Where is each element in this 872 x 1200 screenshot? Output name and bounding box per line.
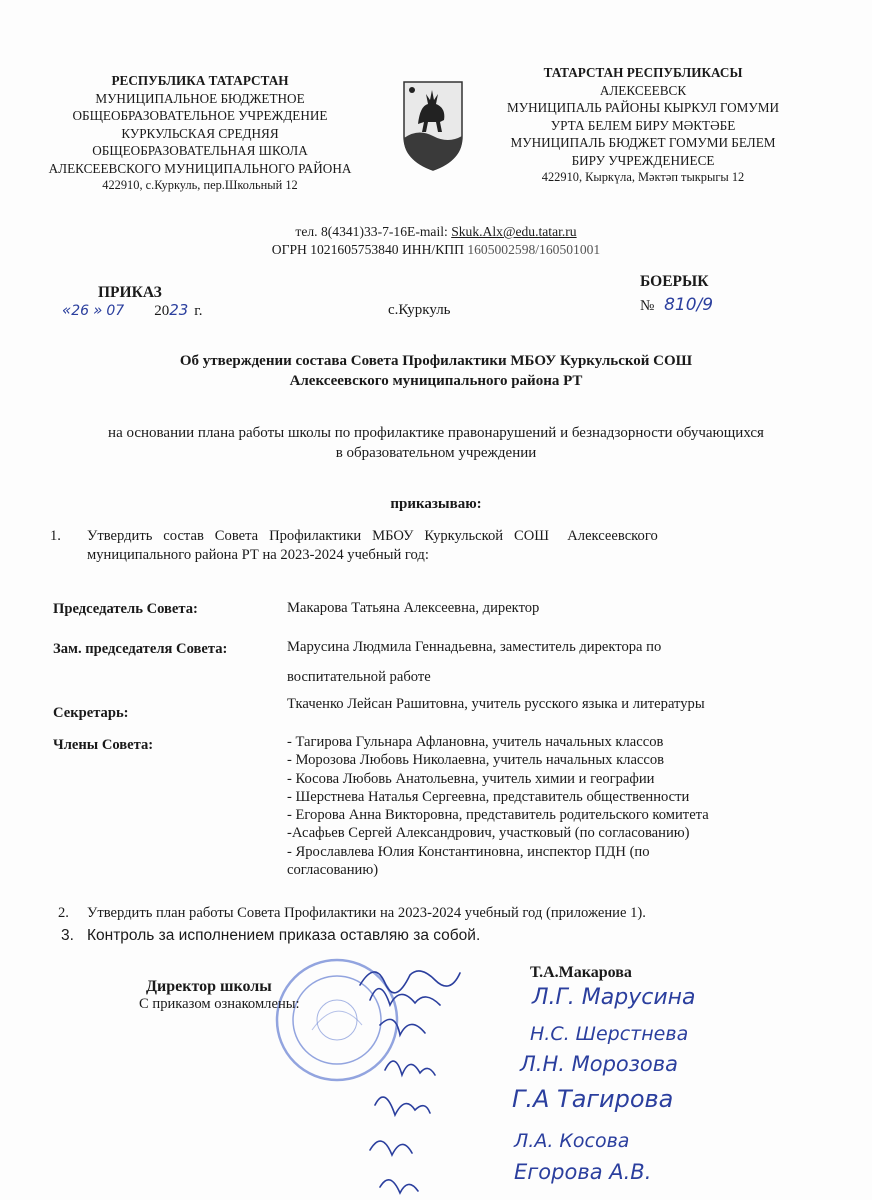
deputy-label: Зам. председателя Совета: — [53, 641, 228, 657]
header-right-line: МУНИЦИПАЛЬ РАЙОНЫ КЫРКУЛ ГОМУМИ — [507, 100, 779, 115]
date-close-quote: » — [93, 301, 103, 319]
chair-label: Председатель Совета: — [53, 601, 198, 617]
order-place: с.Куркуль — [388, 302, 451, 318]
item-1-line-2: муниципального района РТ на 2023-2024 учебный год: — [87, 547, 429, 563]
item-1-line-1: Утвердить состав Совета Профилактики МБОУ Куркульской СОШ Алексеевского — [87, 528, 658, 544]
title-line: Об утверждении состава Совета Профилактики МБОУ Куркульской СОШ — [179, 353, 693, 369]
member-item: -Асафьев Сергей Александрович, участковый (по согласованию) — [287, 825, 690, 842]
item-3-number: 3. — [61, 927, 74, 944]
deputy-value-1: Марусина Людмила Геннадьевна, заместитель директора по — [287, 639, 662, 655]
inn-kpp-text: 1605002598/160501001 — [467, 242, 601, 257]
date-tail: г. — [194, 303, 203, 319]
number-value: 810/9 — [664, 295, 714, 315]
order-number — [640, 295, 713, 315]
header-left-line: ОБЩЕОБРАЗОВАТЕЛЬНОЕ УЧРЕЖДЕНИЕ — [72, 108, 328, 123]
members-label: Члены Совета: — [53, 737, 154, 753]
header-left-line: МУНИЦИПАЛЬНОЕ БЮДЖЕТНОЕ — [95, 90, 305, 106]
header-right-line: БИРУ УЧРЕЖДЕНИЕСЕ — [571, 152, 715, 168]
date-open-quote: « — [62, 301, 72, 319]
handwritten-signature: Н.С. Шерстнева — [530, 1023, 689, 1045]
header-right-line: АЛЕКСЕЕВСК — [599, 82, 687, 98]
header-left-line: КУРКУЛЬСКАЯ СРЕДНЯЯ — [121, 125, 279, 141]
date-year-suffix: 23 — [169, 301, 189, 319]
item-1-number: 1. — [50, 528, 61, 544]
member-item: - Косова Любовь Анатольевна, учитель химии и географии — [287, 770, 655, 787]
header-right-line: МУНИЦИПАЛЬ БЮДЖЕТ ГОМУМИ БЕЛЕМ — [510, 135, 776, 150]
date-day: 26 — [71, 303, 90, 319]
date-year-prefix: 20 — [154, 303, 170, 319]
handwritten-signature: Г.А Тагирова — [512, 1085, 674, 1113]
member-item: - Егорова Анна Викторовна, представитель родительского комитета — [287, 807, 709, 824]
date-month: 07 — [106, 303, 125, 319]
director-name: Т.А.Макарова — [530, 964, 632, 981]
member-item: - Тагирова Гульнара Афлановна, учитель начальных классов — [287, 734, 664, 750]
handwritten-signature: Л.А. Косова — [514, 1130, 630, 1152]
deputy-value-2: воспитательной работе — [287, 669, 431, 685]
chair-value: Макарова Татьяна Алексеевна, директор — [287, 600, 540, 616]
basis-line: на основании плана работы школы по профилактике правонарушений и безнадзорности обучающихся — [108, 425, 764, 441]
ogrn-text: ОГРН 1021605753840 ИНН/КПП — [271, 242, 468, 257]
handwritten-signature: Егорова А.В. — [514, 1160, 652, 1184]
members-list — [287, 733, 807, 879]
secretary-label: Секретарь: — [53, 705, 129, 721]
email-link[interactable]: Skuk.Alx@edu.tatar.ru — [451, 224, 577, 239]
header-left-line: ОБЩЕОБРАЗОВАТЕЛЬНАЯ ШКОЛА — [92, 143, 308, 158]
header-right-line: ТАТАРСТАН РЕСПУБЛИКАСЫ — [543, 65, 743, 80]
contacts-line — [0, 223, 872, 241]
header-right-block — [478, 64, 808, 187]
title-line: Алексеевского муниципального района РТ — [289, 373, 583, 389]
signature-scribbles — [340, 955, 480, 1200]
member-item: - Ярославлева Юлия Константиновна, инспектор ПДН (по — [287, 843, 650, 860]
item-3-text: Контроль за исполнением приказа оставляю за собой. — [87, 927, 481, 944]
member-item: согласованию) — [287, 862, 379, 879]
handwritten-signature: Л.Н. Морозова — [520, 1052, 679, 1076]
header-right-address: 422910, Кыркүла, Мәктәп тыкрыгы 12 — [541, 170, 745, 184]
header-left-line: РЕСПУБЛИКА ТАТАРСТАН — [111, 73, 289, 88]
order-date — [62, 301, 203, 320]
acknowledgement-label: С приказом ознакомлены: — [139, 996, 300, 1012]
item-2-text: Утвердить план работы Совета Профилактики на 2023-2024 учебный год (приложение 1). — [87, 905, 646, 921]
signature-position: Директор школы — [146, 978, 272, 995]
order-title-ru: ПРИКАЗ — [98, 284, 162, 301]
order-basis — [30, 423, 842, 463]
phone-text: тел. 8(4341)33-7-16E-mail: — [295, 224, 452, 239]
secretary-value: Ткаченко Лейсан Рашитовна, учитель русского языка и литературы — [287, 696, 705, 712]
header-left-block — [20, 72, 380, 195]
registration-line — [0, 241, 872, 259]
member-item: - Морозова Любовь Николаевна, учитель начальных классов — [287, 752, 665, 769]
member-item: - Шерстнева Наталья Сергеевна, представитель общественности — [287, 788, 690, 805]
item-2-number: 2. — [58, 905, 69, 921]
header-left-address: 422910, с.Куркуль, пер.Школьный 12 — [102, 178, 298, 192]
handwritten-signature: Л.Г. Марусина — [532, 985, 696, 1010]
header-left-line: АЛЕКСЕЕВСКОГО МУНИЦИПАЛЬНОГО РАЙОНА — [48, 160, 352, 176]
basis-line: в образовательном учреждении — [335, 445, 537, 461]
decree-word: приказываю: — [390, 496, 482, 512]
header-right-line: УРТА БЕЛЕМ БИРУ МӘКТӘБЕ — [550, 117, 736, 133]
document-title — [60, 351, 812, 391]
number-sign: № — [640, 298, 655, 314]
coat-of-arms-emblem — [398, 76, 468, 172]
order-title-tt: БОЕРЫК — [640, 273, 709, 290]
